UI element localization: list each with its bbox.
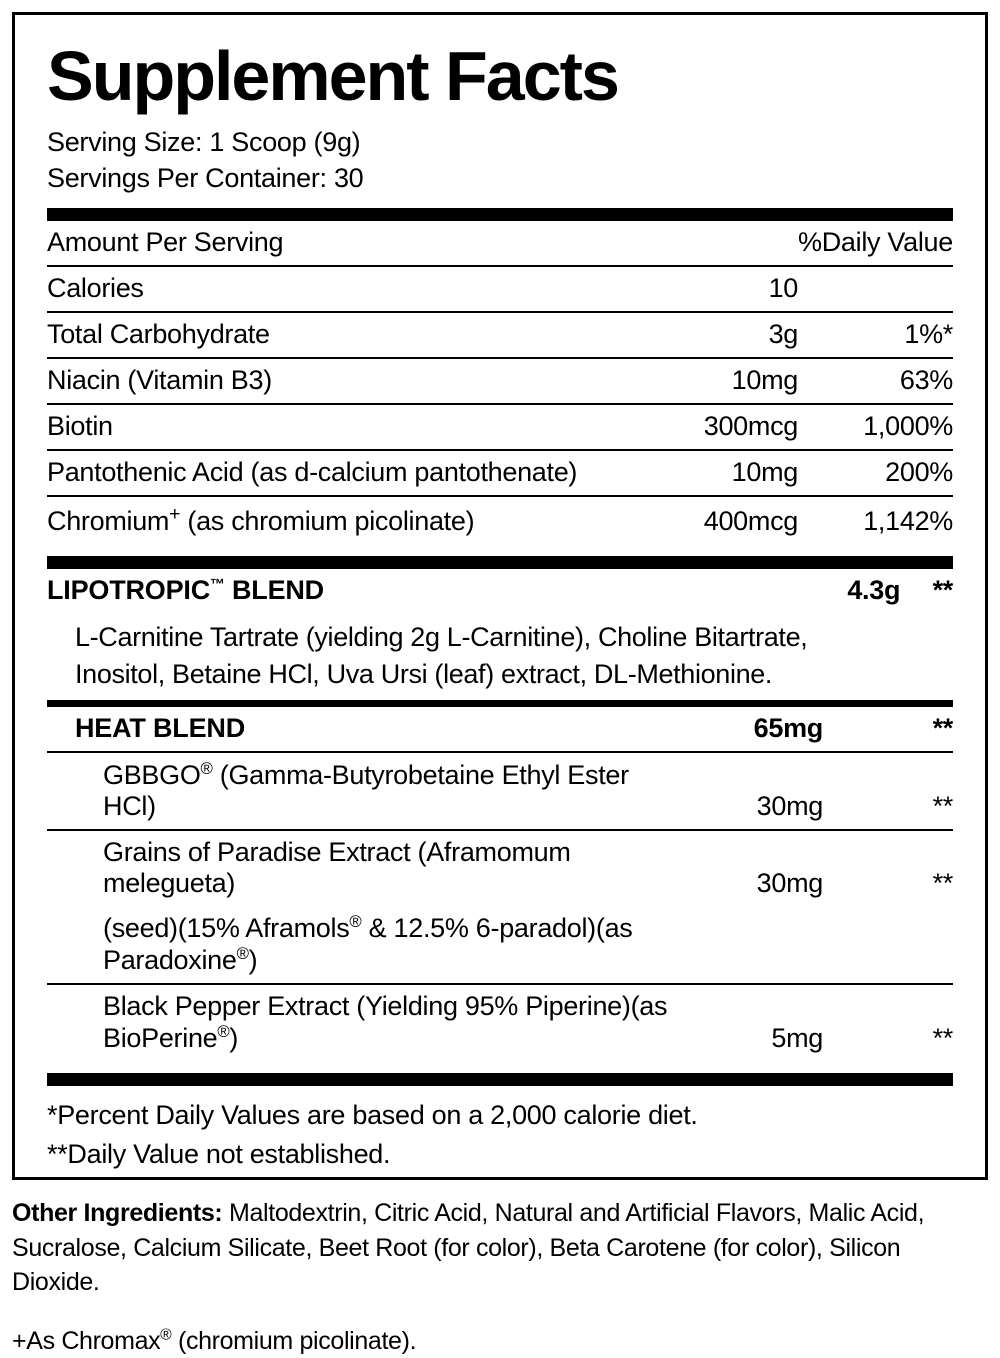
footnote-not-established: **Daily Value not established. [47,1135,953,1173]
table-row [47,450,953,496]
table-row [47,830,953,906]
table-row [47,266,953,312]
below-panel-text [12,1196,988,1358]
heat-blend-row [47,707,953,752]
nutrient-name: Total Carbohydrate [47,312,648,358]
ingredient-amount: 30mg [673,830,823,906]
chromium-dagger: + [169,503,180,525]
lipotropic-blend-name [47,569,764,613]
divider-thick-top [47,208,953,221]
ingredient-name-b: (Gamma-Butyrobetaine Ethyl Ester HCl) [103,760,629,821]
ingredient-dv: ** [823,752,953,830]
ingredient-name-a: Black Pepper Extract (Yielding 95% Piperine)(as BioPerine [103,991,667,1053]
divider-thick-footnotes [47,1073,953,1086]
footnotes [47,1086,953,1173]
nutrient-name: Biotin [47,404,648,450]
nutrient-amount: 10mg [648,450,798,496]
lipotropic-blend-description [47,613,953,700]
heat-blend-table [47,707,953,1061]
ingredient-line2-a: (seed)(15% Aframols [103,913,349,943]
nutrient-dv: 63% [798,358,953,404]
registered-icon: ® [217,1022,229,1041]
other-ingredients-line1: Maltodextrin, Citric Acid, Natural and Artificial Flavors, Malic Acid, [222,1199,924,1227]
supplement-facts-panel [12,12,988,1180]
lipotropic-name-text: LIPOTROPIC [47,575,210,605]
table-row [47,496,953,544]
nutrient-amount: 10 [648,266,798,312]
ingredient-dv: ** [823,830,953,906]
divider-thick-lipotropic [47,556,953,569]
lipotropic-blend-row [47,569,953,613]
nutrient-amount: 10mg [648,358,798,404]
ingredient-name-b: ) [229,1023,238,1053]
nutrition-table [47,221,953,544]
table-row [47,358,953,404]
lipotropic-desc-line2: Inositol, Betaine HCl, Uva Ursi (leaf) extract, DL-Methionine. [75,656,953,692]
nutrient-dv: 200% [798,450,953,496]
chromax-text-a: +As Chromax [12,1327,160,1355]
chromax-text-b: (chromium picolinate). [171,1327,416,1355]
nutrient-name-text: Chromium [47,506,169,536]
lipotropic-name-rest: BLEND [225,575,324,605]
nutrient-dv: 1,142% [798,496,953,544]
other-ingredients-label: Other Ingredients: [12,1199,222,1227]
registered-icon: ® [201,759,213,778]
divider-heat-blend [47,700,953,707]
nutrient-name: Pantothenic Acid (as d-calcium pantothenate) [47,450,648,496]
ingredient-dv-blank [823,906,953,984]
ingredient-amount: 30mg [673,752,823,830]
table-row [47,984,953,1061]
daily-value-label: %Daily Value [798,221,953,266]
ingredient-name [47,984,673,1061]
nutrient-name: Calories [47,266,648,312]
nutrient-name [47,496,648,544]
ingredient-name-line2 [47,906,673,984]
amount-per-serving-label: Amount Per Serving [47,221,648,266]
ingredient-name [47,752,673,830]
table-header-row [47,221,953,266]
nutrient-amount: 3g [648,312,798,358]
page-title: Supplement Facts [47,43,953,110]
table-row [47,404,953,450]
lipotropic-blend-dv: ** [900,569,953,613]
header-spacer [648,221,798,266]
lipotropic-blend-amount: 4.3g [764,569,901,613]
heat-blend-dv: ** [823,707,953,752]
trademark-icon: ™ [210,577,225,593]
footnote-daily-values: *Percent Daily Values are based on a 2,000 calorie diet. [47,1096,953,1134]
lipotropic-desc-line1: L-Carnitine Tartrate (yielding 2g L-Carnitine), Choline Bitartrate, [75,619,953,655]
other-ingredients-line2: Sucralose, Calcium Silicate, Beet Root (for color), Beta Carotene (for color), Silicon Dioxide. [12,1231,988,1300]
nutrient-dv [798,266,953,312]
ingredient-dv: ** [823,984,953,1061]
registered-icon: ® [237,944,249,963]
nutrient-dv: 1,000% [798,404,953,450]
nutrient-name-rest: (as chromium picolinate) [180,506,474,536]
table-row [47,752,953,830]
ingredient-name-a: GBBGO [103,760,201,790]
nutrient-amount: 400mcg [648,496,798,544]
ingredient-name-a: Grains of Paradise Extract (Aframomum melegueta) [103,837,571,898]
table-row [47,312,953,358]
lipotropic-table [47,569,953,613]
heat-blend-name: HEAT BLEND [47,707,673,752]
serving-size: Serving Size: 1 Scoop (9g) [47,124,953,160]
ingredient-name [47,830,673,906]
nutrient-amount: 300mcg [648,404,798,450]
registered-icon: ® [349,912,361,931]
ingredient-line2-c: ) [249,945,258,975]
nutrient-name: Niacin (Vitamin B3) [47,358,648,404]
chromax-note [12,1324,988,1358]
servings-per-container: Servings Per Container: 30 [47,160,953,196]
ingredient-amount: 5mg [673,984,823,1061]
nutrient-dv: 1%* [798,312,953,358]
ingredient-amount-blank [673,906,823,984]
registered-icon: ® [160,1326,171,1343]
ingredient-line2-b: & 12.5% 6-paradol)(as Paradoxine [103,913,632,975]
heat-blend-amount: 65mg [673,707,823,752]
other-ingredients [12,1196,988,1231]
table-row-continuation [47,906,953,984]
